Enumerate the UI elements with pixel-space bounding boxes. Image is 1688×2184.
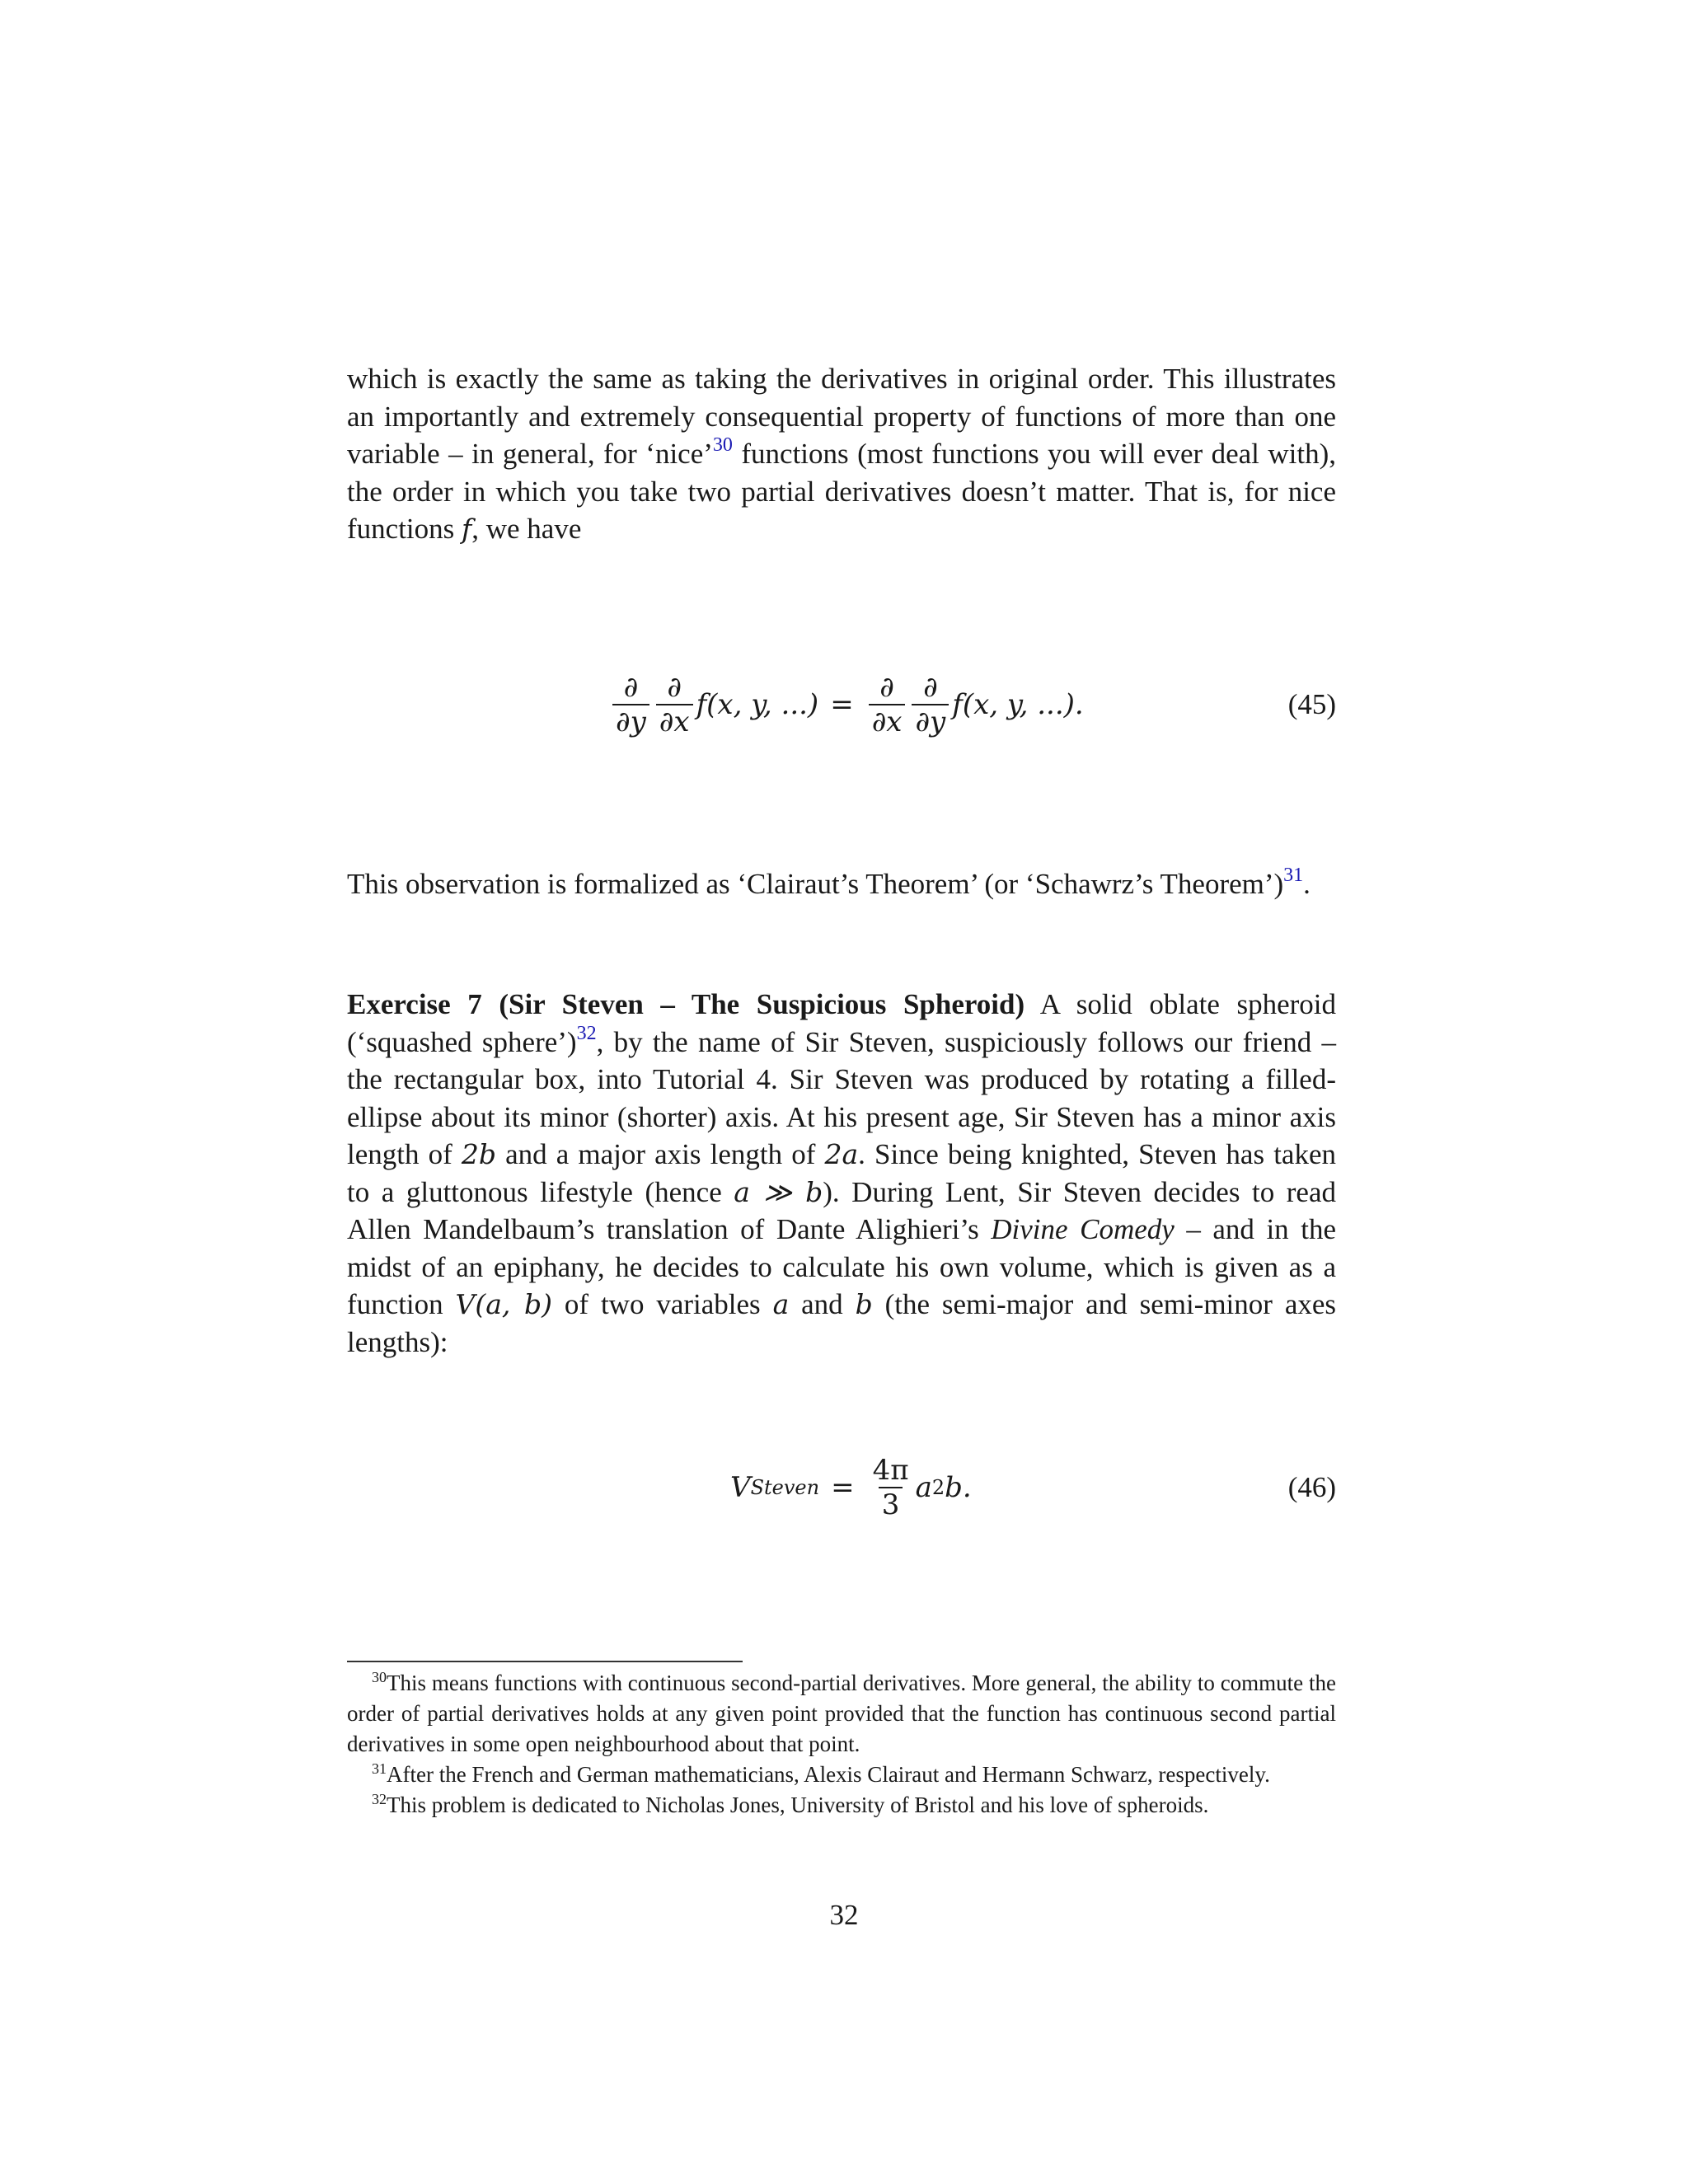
footnote-link-31[interactable]: 31 <box>1283 865 1304 886</box>
equals-sign: = <box>831 1471 855 1504</box>
exercise-text: Exercise 7 (Sir Steven – The Suspicious Spheroid) A solid oblate spheroid (‘squashed sphere’)$^{32}$, by the name of Sir Steven, suspiciously follows our friend – the rectangular box, into Tutorial 4. Sir Steven was produced by rotating a filled-ellipse about its minor (shorter) axis. At his present age, Sir Steven has a minor axis length of 2b and a major axis length of 2a. Since being knighted, Steven has taken to a gluttonous lifestyle (hence a ≫ b). During Lent, Sir Steven decides to read Allen Mandelbaum’s translation of Dante Alighieri’s Divine Comedy – and in the midst of an epiphany, he decides to calculate his own volume, which is given as a function V(a, b) of two variables a and b (the semi-major and semi-minor axes lengths): <box>347 988 1337 1358</box>
fraction-d-dx-right: $\frac{\partial}{\partial x}$ <box>869 671 906 738</box>
equation-46 <box>347 1430 1336 1545</box>
volume-subscript: Steven <box>750 1476 820 1499</box>
exercise-7 <box>347 986 1410 1361</box>
math-var-f: f <box>462 513 472 545</box>
equation-number: (45) <box>1287 688 1336 720</box>
footnote-31: $^{31}$After the French and German mathematicians, Alexis Clairaut and Hermann Schwarz, respectively. <box>372 1760 1270 1787</box>
fraction-4pi-3: $\frac{4\pi}{3}$ <box>872 1454 909 1521</box>
equals-sign: = <box>830 688 854 721</box>
footnotes <box>347 1668 1336 1821</box>
equation-45-body <box>609 647 1084 762</box>
footnote-32: $^{32}$This problem is dedicated to Nicholas Jones, University of Bristol and his love of spheroids. <box>372 1791 1209 1817</box>
fraction-d-dy: $\frac{\partial}{\partial y}$ <box>612 671 649 738</box>
equation-45 <box>347 647 1336 762</box>
function-f-right: f(x, y, ...). <box>952 688 1084 721</box>
page-number: 32 <box>829 1899 859 1931</box>
paragraph-intro <box>347 360 1336 548</box>
equation-number: (46) <box>1287 1471 1336 1503</box>
paragraph-clairaut: This observation is formalized as ‘Clairaut’s Theorem’ (or ‘Schawrz’s Theorem’)$^{31}$. <box>347 865 1311 900</box>
exercise-heading: Exercise 7 (Sir Steven – The Suspicious Spheroid) <box>347 988 1025 1020</box>
footnote-link-30[interactable]: 30 <box>712 434 733 456</box>
fraction-d-dx: $\frac{\partial}{\partial x}$ <box>656 671 693 738</box>
equation-46-body: V Steven = $\frac{4\pi}{3}$ a 2 b. <box>730 1454 972 1521</box>
footnote-link-32[interactable]: 32 <box>576 1022 597 1044</box>
footnote-divider <box>347 1661 743 1662</box>
paragraph-text: which is exactly the same as taking the derivatives in original order. This illustrates an importantly and extremely consequential property of functions of more than one variable – in general, for ‘nice’$^{30}$ functions (most functions you will ever deal with), the order in which you take two partial derivatives doesn’t matter. That is, for nice functions f, we have <box>347 363 1336 545</box>
function-f-left: f(x, y, ...) <box>696 688 819 721</box>
fraction-d-dy-right: $\frac{\partial}{\partial y}$ <box>912 671 949 738</box>
book-title: Divine Comedy <box>991 1213 1175 1245</box>
footnote-30: $^{30}$This means functions with continuous second-partial derivatives. More general, the ability to commute the order of partial derivatives holds at any given point provided that the function has continuous second partial derivatives in some open neighbourhood about that point. <box>347 1669 1336 1756</box>
volume-symbol: V <box>730 1471 751 1504</box>
